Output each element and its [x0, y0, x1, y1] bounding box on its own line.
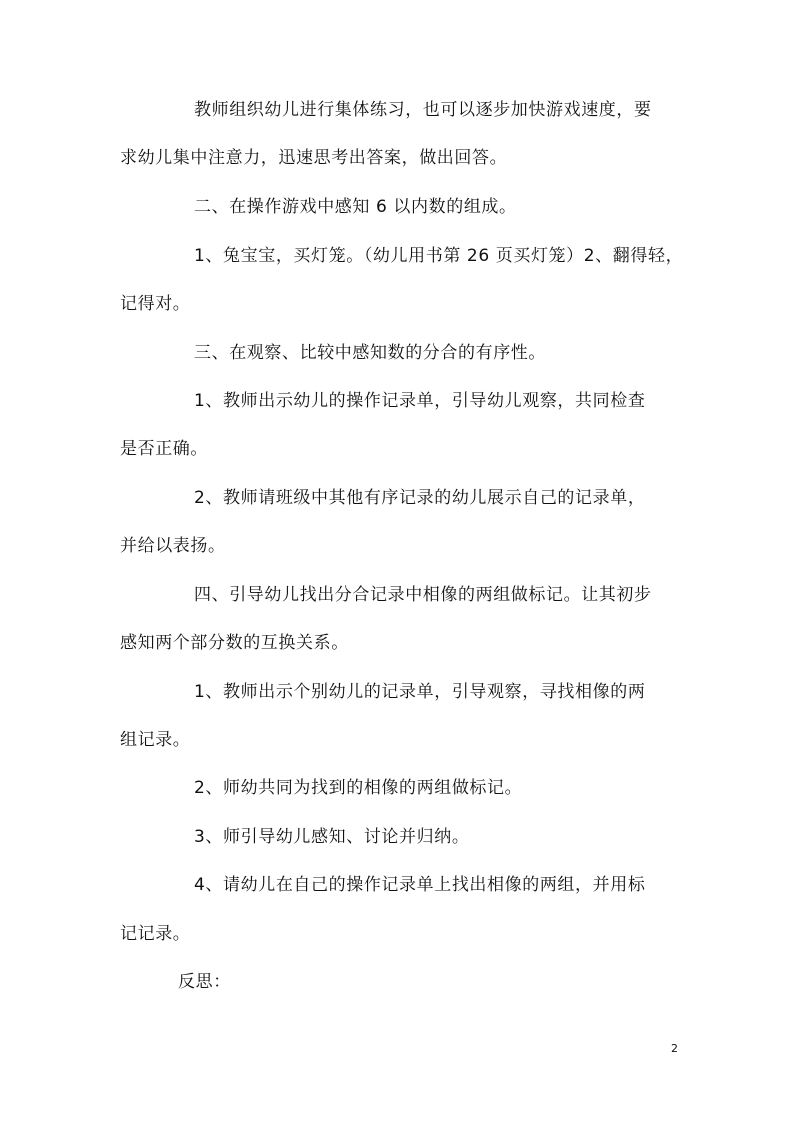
paragraph-line: 感知两个部分数的互换关系。: [120, 633, 349, 653]
paragraph-line: 1、教师出示幼儿的操作记录单，引导幼儿观察，共同检查: [194, 391, 646, 411]
page-number: 2: [671, 1042, 678, 1055]
reflection-heading: 反思：: [178, 972, 231, 992]
paragraph-line: 4、请幼儿在自己的操作记录单上找出相像的两组，并用标: [194, 875, 646, 895]
paragraph-line: 记得对。: [120, 294, 191, 314]
paragraph-line: 是否正确。: [120, 439, 208, 459]
paragraph-line: 组记录。: [120, 730, 191, 750]
paragraph-line: 1、兔宝宝，买灯笼。（幼儿用书第 26 页买灯笼）2、翻得轻，: [194, 246, 684, 266]
section-heading-3: 三、在观察、比较中感知数的分合的有序性。: [194, 343, 546, 363]
paragraph-line: 1、教师出示个别幼儿的记录单，引导观察，寻找相像的两: [194, 682, 646, 702]
paragraph-line: 求幼儿集中注意力，迅速思考出答案，做出回答。: [120, 148, 508, 168]
paragraph-line: 2、师幼共同为找到的相像的两组做标记。: [194, 778, 523, 798]
paragraph-line: 教师组织幼儿进行集体练习，也可以逐步加快游戏速度，要: [194, 100, 652, 120]
paragraph-line: 3、师引导幼儿感知、讨论并归纳。: [194, 827, 470, 847]
paragraph-line: 并给以表扬。: [120, 536, 226, 556]
section-heading-2: 二、在操作游戏中感知 6 以内数的组成。: [194, 197, 517, 217]
section-heading-4: 四、引导幼儿找出分合记录中相像的两组做标记。让其初步: [194, 585, 652, 605]
paragraph-line: 记记录。: [120, 924, 191, 944]
paragraph-line: 2、教师请班级中其他有序记录的幼儿展示自己的记录单，: [194, 488, 646, 508]
